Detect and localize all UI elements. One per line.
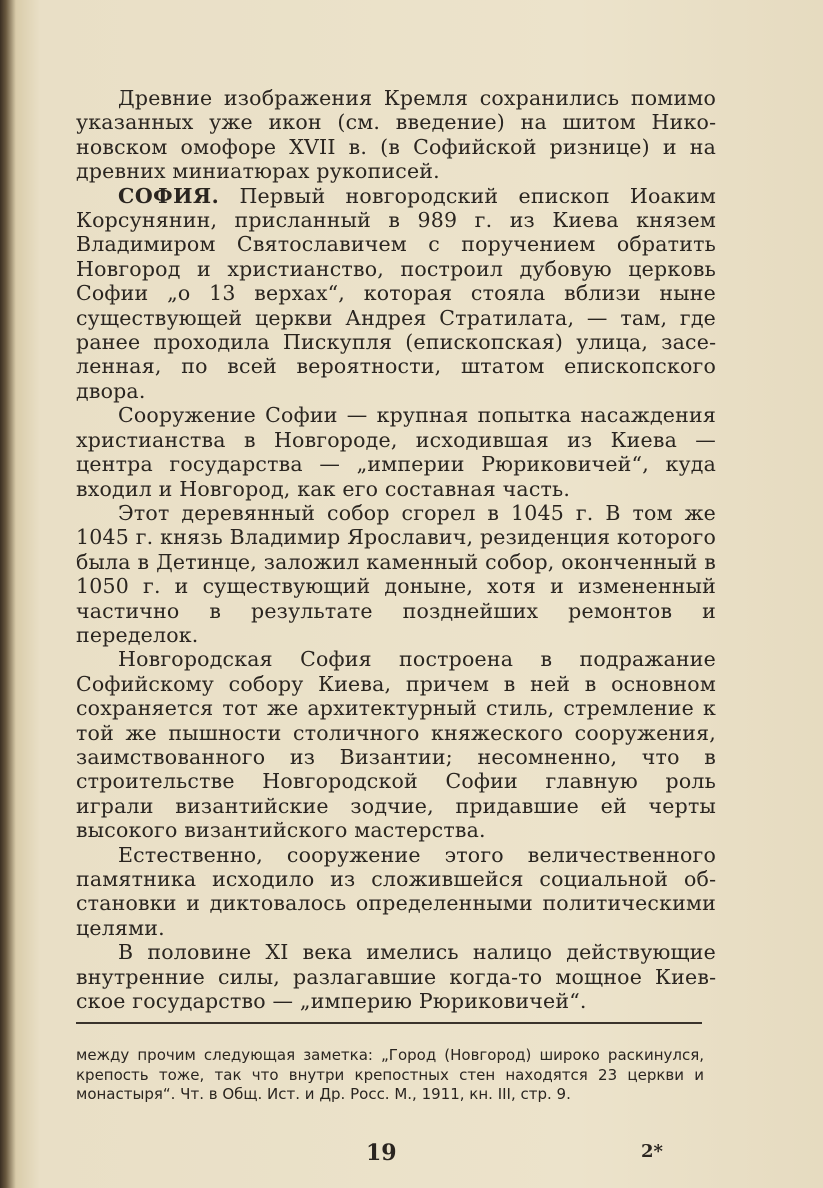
main-text (76, 86, 716, 1013)
paragraph-3: Сооружение Софии — крупная попытка насаждения христианства в Новгороде, исходившая из Киева — центра государства — „империи Рюриковичей“, куда входил и Новгород, как его составная часть. (76, 403, 716, 501)
paragraph-5: Новгородская София построена в подражание Софийскому собору Киева, причем в ней в основном сохраняется тот же архитектурный стиль, стремление к той же пышности столичного княжеского сооружения, заимствованного из Византии; несомненно, что в строительстве Новгородской Софии главную роль играли византийские зодчие, придавшие ей черты высокого византийского мастерства. (76, 647, 716, 843)
signature-mark: 2* (641, 1141, 663, 1162)
paragraph-7: В половине XI века имелись налицо действующие внутренние силы, разлагавшие когда-то мощное Киевское государство — „империю Рюриковичей“. (76, 940, 716, 1014)
footnote-divider (76, 1022, 702, 1024)
section-heading: СОФИЯ. (118, 183, 220, 208)
page-number: 19 (366, 1140, 397, 1166)
paragraph-2: СОФИЯ. Первый новгородский епископ Иоаким Корсунянин, присланный в 989 г. из Киева князем Владимиром Святославичем с поручением обратить Новгород и христианство, построил дубовую церковь Софии „о 13 верхах“, которая стояла вблизи ныне существующей церкви Андрея Стратилата, — там, где ранее проходила Пискупля (епископская) улица, заселенная, по всей вероятности, штатом епископского двора. (76, 183, 716, 403)
paragraph-6: Естественно, сооружение этого величественного памятника исходило из сложившейся социальной обстановки и диктовалось определенными политическими целями. (76, 842, 716, 940)
paragraph-4: Этот деревянный собор сгорел в 1045 г. В том же 1045 г. князь Владимир Ярославич, резиденция которого была в Детинце, заложил каменный собор, оконченный в 1050 г. и существующий доныне, хотя и измененный частично в результате позднейших ремонтов и переделок. (76, 500, 716, 647)
paragraph-1: Древние изображения Кремля сохранились помимо указанных уже икон (см. введение) на шитом Никоновском омофоре XVII в. (в Софийской ризнице) и на древних миниатюрах рукописей. (76, 86, 716, 184)
footnote: между прочим следующая заметка: „Город (Новгород) широко раскинулся, крепость тоже, так что внутри крепостных стен находятся 23 церкви и монастыря“. Чт. в Общ. Ист. и Др. Росс. М., 1911, кн. III, стр. 9. (76, 1046, 704, 1104)
